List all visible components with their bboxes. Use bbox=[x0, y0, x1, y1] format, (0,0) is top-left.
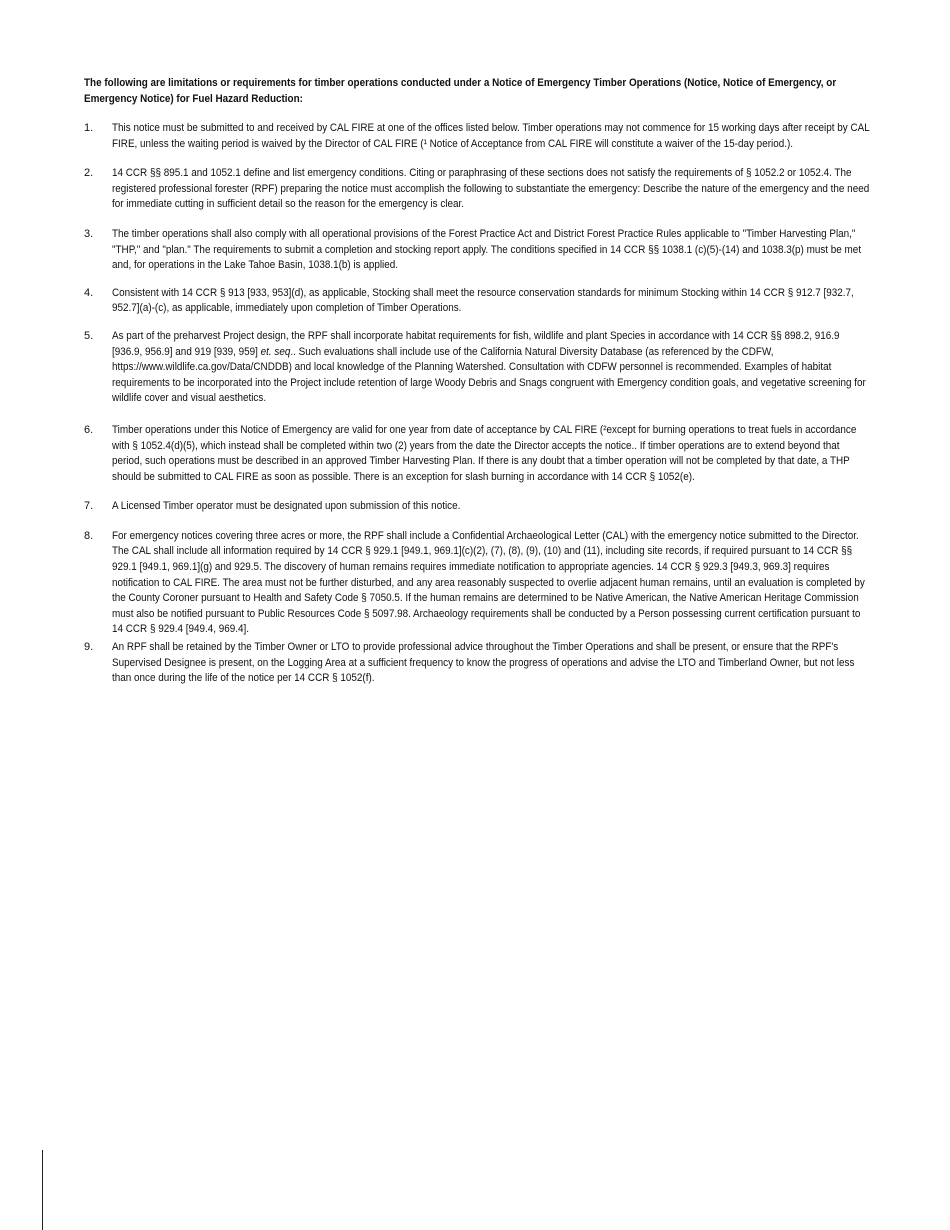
item-text-italic: et. seq bbox=[260, 345, 291, 358]
list-item bbox=[84, 499, 874, 515]
list-item bbox=[84, 227, 874, 274]
list-item bbox=[84, 329, 874, 407]
item-text: 14 CCR §§ 895.1 and 1052.1 define and list emergency conditions. Citing or paraphrasing of these sections does not satisfy the requirements of § 1052.2 or 1052.4. The registered professional forester (RPF) preparing the notice must accomplish the following to substantiate the emergency: Describe the nature of the emergency and the need for immediate cutting in sufficient detail so the reason for the emergency is clear. bbox=[112, 167, 870, 211]
item-number: 3. bbox=[84, 227, 94, 240]
list-item bbox=[84, 640, 874, 687]
intro-heading: The following are limitations or requirements for timber operations conducted under a Notice of Emergency Timber Operations (Notice, Notice of Emergency, or Emergency Notice) for Fuel Hazard Reduction: bbox=[84, 77, 837, 105]
item-text bbox=[112, 329, 870, 407]
item-number: 1. bbox=[84, 122, 94, 134]
item-text: Consistent with 14 CCR § 913 [933, 953](d), as applicable, Stocking shall meet the resource conservation standards for minimum Stocking within 14 CCR § 912.7 [932.7, 952.7](a)-(c), as applicable, immediately upon completion of Timber Operations. bbox=[112, 286, 854, 315]
item-number: 6. bbox=[84, 423, 94, 436]
item-number: 7. bbox=[84, 500, 94, 513]
item-number: 4. bbox=[84, 286, 94, 299]
list-item bbox=[84, 121, 874, 152]
item-text: An RPF shall be retained by the Timber Owner or LTO to provide professional advice throughout the Timber Operations and shall be present, or ensure that the RPF's Supervised Designee is present, on the Logging Area at a sufficient frequency to know the progress of operations and advise the LTO and Timberland Owner, but not less than once during the life of the notice per 14 CCR § 1052(f). bbox=[112, 641, 855, 685]
item-text: Timber operations under this Notice of Emergency are valid for one year from date of acceptance by CAL FIRE (²except for burning operations to treat fuels in accordance with § 1052.4(d)(5), which instead shall be completed within two (2) years from the date the Director accepts the notice.. If timber operations are to extend beyond that period, such operations must be described in an approved Timber Harvesting Plan. If there is any doubt that a timber operation will not be completed by that date, a THP should be submitted to CAL FIRE as soon as possible. There is an exception for slash burning in accordance with 14 CCR § 1052(e). bbox=[112, 423, 857, 483]
item-number: 5. bbox=[84, 329, 94, 342]
list-item bbox=[84, 529, 874, 638]
item-text: The timber operations shall also comply with all operational provisions of the Forest Practice Act and District Forest Practice Rules applicable to "Timber Harvesting Plan," "THP," and "plan." The requirements to submit a completion and stocking report apply. The conditions specified in 14 CCR §§ 1038.1 (c)(5)-(14) and 1038.3(p) must be met and, for operations in the Lake Tahoe Basin, 1038.1(b) is applied. bbox=[112, 227, 862, 272]
item-text: This notice must be submitted to and received by CAL FIRE at one of the offices listed below. Timber operations may not commence for 15 working days after receipt by CAL FIRE, unless the waiting period is waived by the Director of CAL FIRE (¹ Notice of Acceptance from CAL FIRE will constitute a waiver of the 15-day period.). bbox=[112, 122, 870, 150]
margin-rule bbox=[42, 1150, 43, 1230]
item-number: 2. bbox=[84, 167, 94, 180]
item-text: A Licensed Timber operator must be designated upon submission of this notice. bbox=[112, 500, 461, 513]
item-text-part: .. Such evaluations shall include use of the California Natural Diversity Database (as referenced by the CDFW, https://www.wildlife.ca.gov/Data/CNDDB) and local knowledge of the Planning Watershed. Consultation with CDFW personnel is recommended. Examples of habitat requirements to be incorporated into the Project include retention of large Woody Debris and Snags congruent with Emergency condition goals, and vegetative screening for wildlife cover and visual aesthetics. bbox=[112, 345, 866, 405]
item-text: For emergency notices covering three acres or more, the RPF shall include a Confidential Archaeological Letter (CAL) with the emergency notice submitted to the Director. The CAL shall include all information required by 14 CCR § 929.1 [949.1, 969.1](c)(2), (7), (8), (9), (10) and (11), including site records, if required pursuant to 14 CCR §§ 929.1 [949.1, 969.1](g) and 929.5. The discovery of human remains requires immediate notification to appropriate agencies. 14 CCR § 929.3 [949.3, 969.3] requires notification to CAL FIRE. The area must not be further disturbed, and any area reasonably suspected to overlie adjacent human remains, until an evaluation is completed by the County Coroner pursuant to Health and Safety Code § 7050.5. If the human remains are determined to be Native American, the Native American Heritage Commission must also be notified pursuant to Public Resources Code § 5097.98. Archaeology requirements shall be conducted by a Person possessing current certification pursuant to 14 CCR § 929.4 [949.4, 969.4]. bbox=[112, 529, 865, 636]
item-number: 8. bbox=[84, 529, 94, 542]
item-number: 9. bbox=[84, 641, 94, 654]
list-item bbox=[84, 166, 874, 213]
list-item bbox=[84, 423, 874, 485]
document-page bbox=[84, 75, 874, 701]
list-item bbox=[84, 286, 874, 317]
item-text-part: As part of the preharvest Project design, the RPF shall incorporate habitat requirements for fish, wildlife and plant Species in accordance with 14 CCR §§ 898.2, 916.9 [936.9, 956.9] and 919 [939, 959] bbox=[112, 329, 840, 358]
